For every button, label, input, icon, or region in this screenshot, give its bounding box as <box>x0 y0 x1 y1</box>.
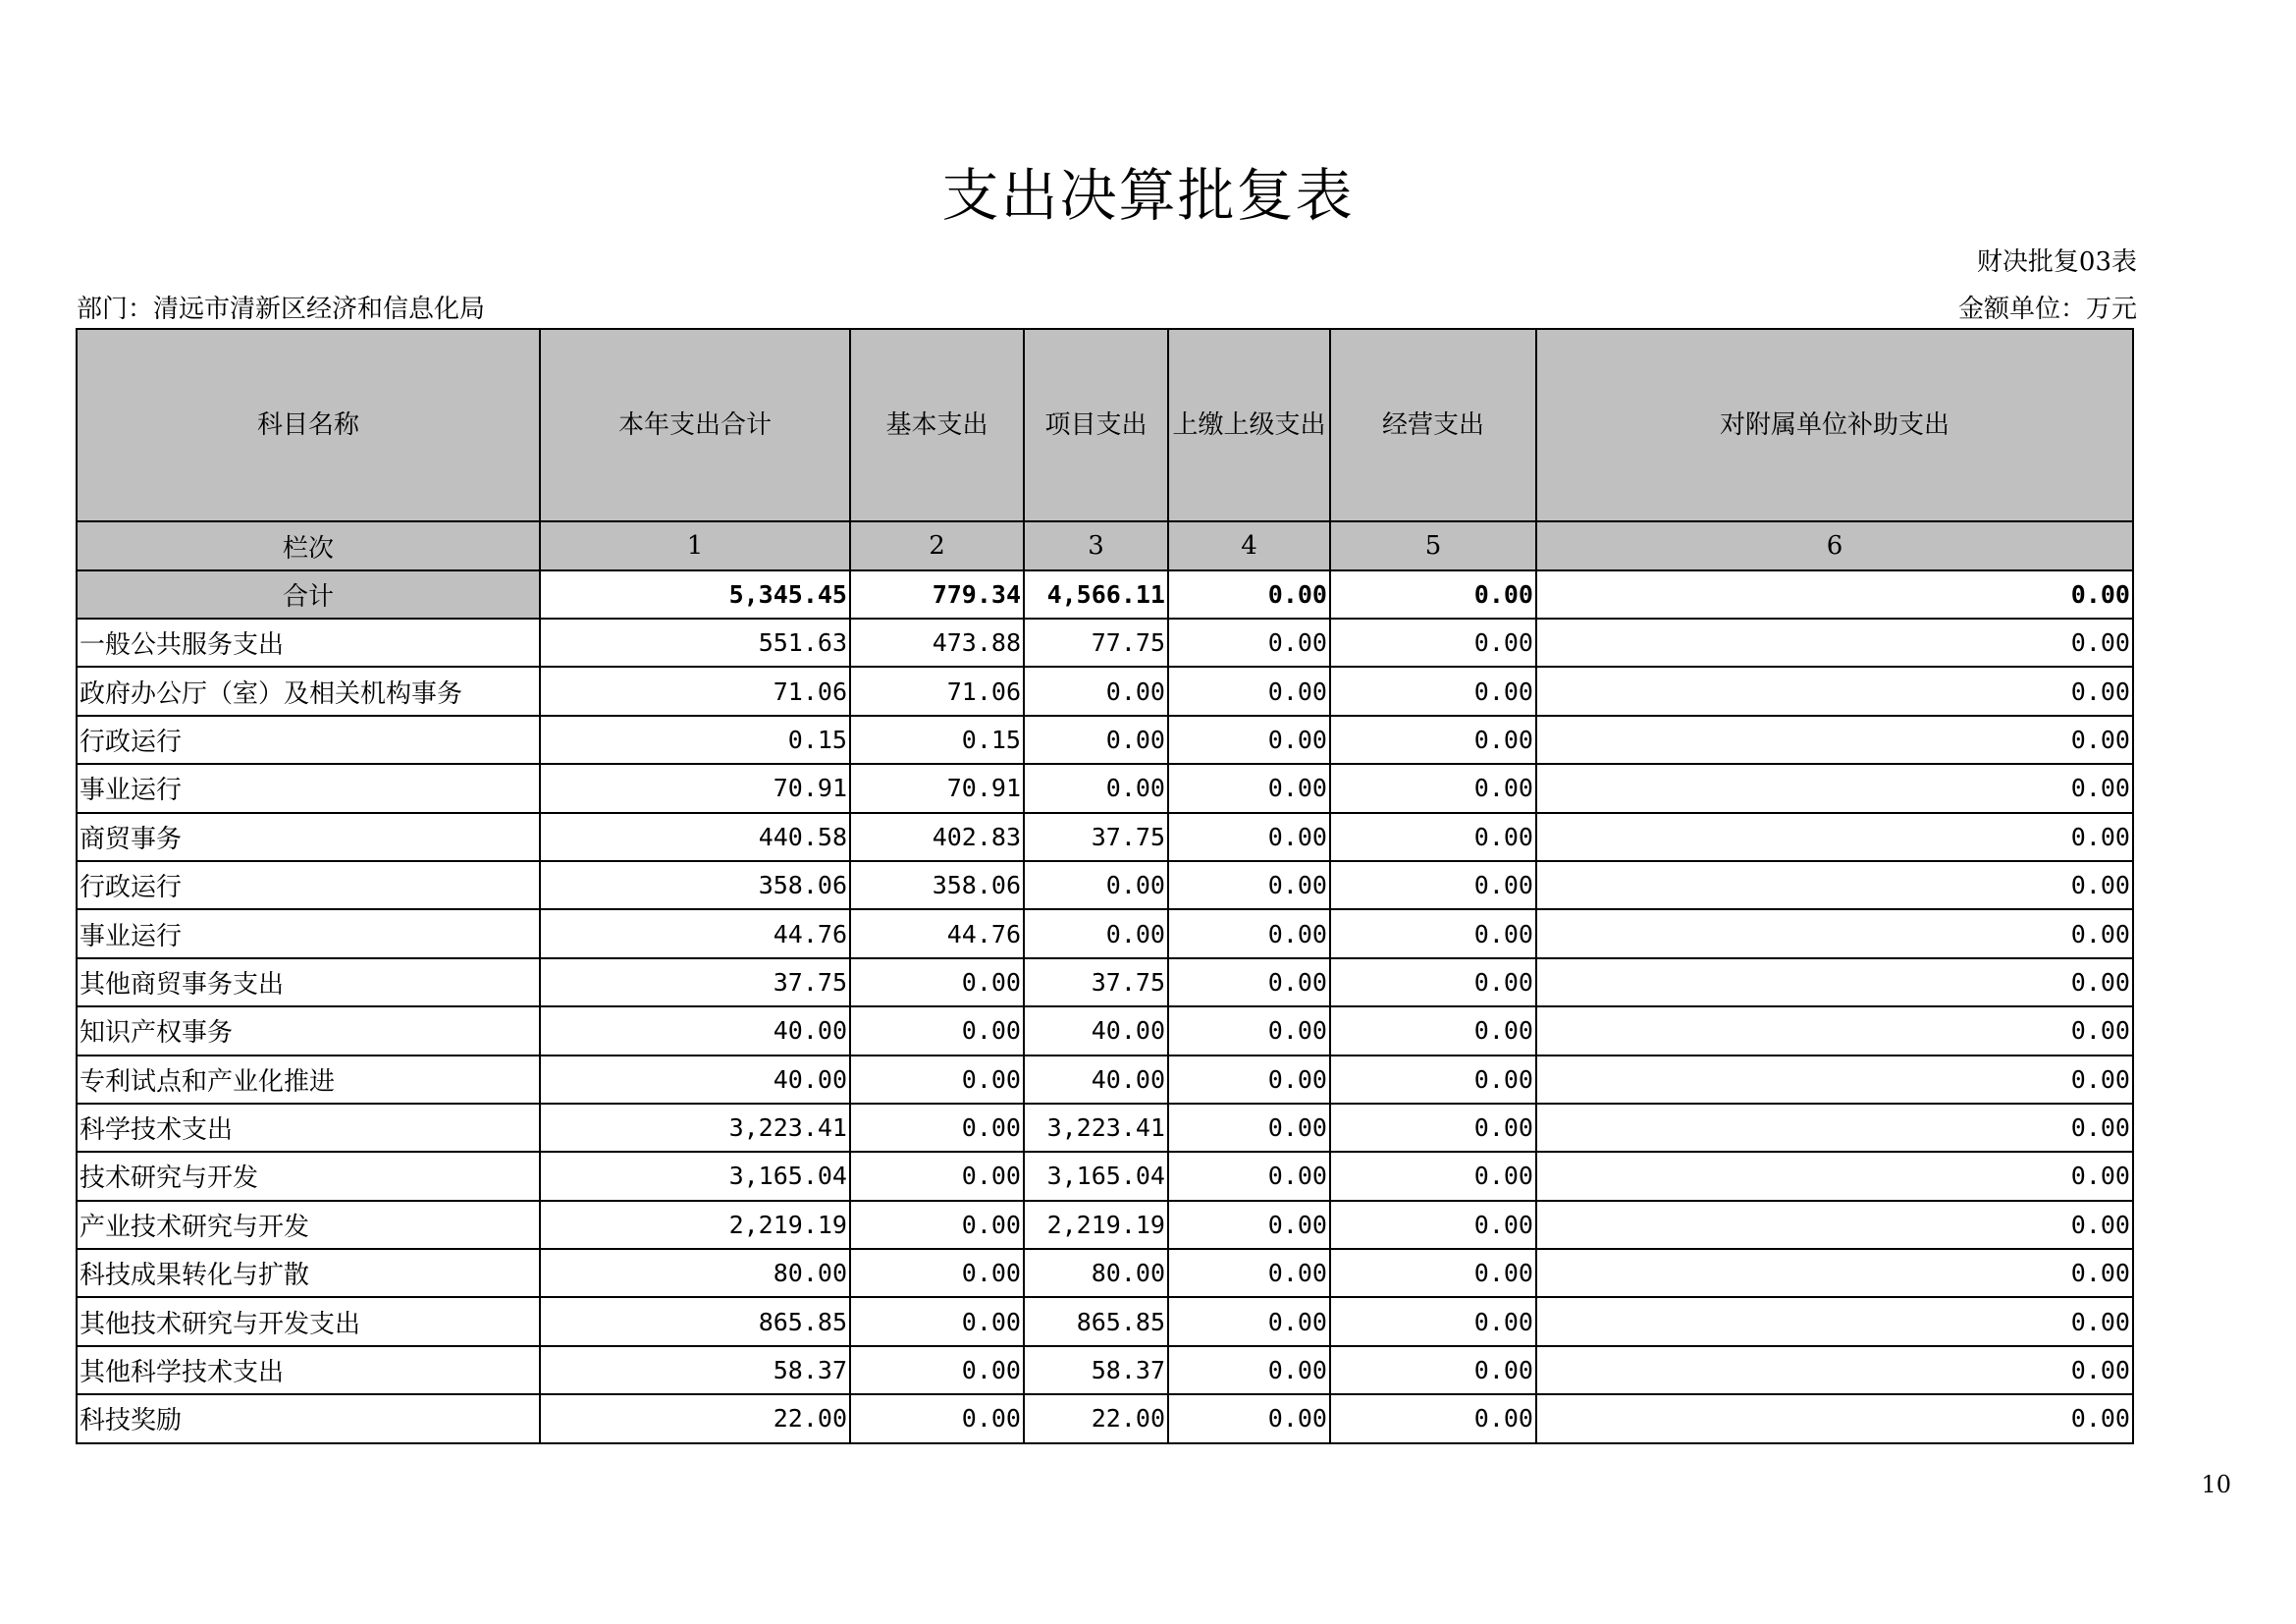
col-header-subsidiary: 对附属单位补助支出 <box>1536 329 2133 521</box>
subject-name-cell: 一般公共服务支出 <box>77 619 540 667</box>
table-row <box>77 764 2133 812</box>
subject-name-cell: 科技成果转化与扩散 <box>77 1249 540 1297</box>
page-title: 支出决算批复表 <box>941 162 1355 229</box>
amount-cell: 0.00 <box>850 1056 1024 1104</box>
amount-cell: 0.00 <box>1168 1152 1330 1200</box>
index-cell: 6 <box>1536 521 2133 570</box>
subject-name-cell: 产业技术研究与开发 <box>77 1201 540 1249</box>
amount-cell: 37.75 <box>1024 958 1168 1006</box>
amount-cell: 0.00 <box>850 1249 1024 1297</box>
col-header-basic: 基本支出 <box>850 329 1024 521</box>
page-number: 10 <box>2201 1471 2231 1498</box>
total-cell: 0.00 <box>1330 570 1536 619</box>
amount-cell: 0.00 <box>850 1346 1024 1394</box>
table-row <box>77 1394 2133 1442</box>
col-header-project: 项目支出 <box>1024 329 1168 521</box>
amount-cell: 0.00 <box>1330 619 1536 667</box>
amount-cell: 44.76 <box>540 909 850 957</box>
amount-cell: 0.00 <box>1536 1006 2133 1055</box>
table-row <box>77 1056 2133 1104</box>
table-row <box>77 1346 2133 1394</box>
amount-cell: 3,223.41 <box>540 1104 850 1152</box>
amount-cell: 58.37 <box>1024 1346 1168 1394</box>
amount-cell: 0.00 <box>850 1104 1024 1152</box>
table-row <box>77 1249 2133 1297</box>
table-row <box>77 958 2133 1006</box>
amount-cell: 0.00 <box>1330 1006 1536 1055</box>
subject-name-cell: 行政运行 <box>77 861 540 909</box>
amount-cell: 0.00 <box>1536 764 2133 812</box>
amount-cell: 0.00 <box>1330 1394 1536 1442</box>
amount-cell: 71.06 <box>850 667 1024 715</box>
amount-cell: 0.00 <box>1168 861 1330 909</box>
index-cell: 3 <box>1024 521 1168 570</box>
amount-cell: 22.00 <box>540 1394 850 1442</box>
amount-cell: 0.00 <box>1536 1056 2133 1104</box>
table-row <box>77 619 2133 667</box>
amount-cell: 0.00 <box>1330 667 1536 715</box>
amount-cell: 0.00 <box>1536 958 2133 1006</box>
amount-cell: 0.00 <box>1536 716 2133 764</box>
amount-cell: 0.00 <box>1536 1152 2133 1200</box>
amount-cell: 0.00 <box>1168 764 1330 812</box>
amount-cell: 3,165.04 <box>1024 1152 1168 1200</box>
amount-cell: 0.00 <box>1330 1104 1536 1152</box>
amount-cell: 77.75 <box>1024 619 1168 667</box>
total-cell: 4,566.11 <box>1024 570 1168 619</box>
department-label: 部门：清远市清新区经济和信息化局 <box>77 295 486 324</box>
amount-cell: 358.06 <box>540 861 850 909</box>
amount-cell: 0.00 <box>1024 667 1168 715</box>
index-cell: 2 <box>850 521 1024 570</box>
amount-cell: 440.58 <box>540 813 850 861</box>
amount-cell: 0.15 <box>850 716 1024 764</box>
amount-cell: 0.00 <box>1168 1104 1330 1152</box>
amount-cell: 0.00 <box>850 958 1024 1006</box>
table-row <box>77 861 2133 909</box>
amount-cell: 0.00 <box>1536 1249 2133 1297</box>
subject-name-cell: 科学技术支出 <box>77 1104 540 1152</box>
amount-cell: 358.06 <box>850 861 1024 909</box>
form-code: 财决批复03表 <box>1976 247 2137 277</box>
amount-cell: 0.00 <box>850 1394 1024 1442</box>
amount-cell: 71.06 <box>540 667 850 715</box>
index-label: 栏次 <box>77 521 540 570</box>
amount-cell: 473.88 <box>850 619 1024 667</box>
total-row <box>77 570 2133 619</box>
subject-name-cell: 行政运行 <box>77 716 540 764</box>
subject-name-cell: 其他技术研究与开发支出 <box>77 1297 540 1345</box>
amount-cell: 0.00 <box>1536 667 2133 715</box>
unit-label: 金额单位：万元 <box>1957 295 2137 324</box>
amount-cell: 0.00 <box>1024 909 1168 957</box>
amount-cell: 3,223.41 <box>1024 1104 1168 1152</box>
amount-cell: 0.00 <box>850 1152 1024 1200</box>
amount-cell: 37.75 <box>1024 813 1168 861</box>
amount-cell: 0.00 <box>1330 1201 1536 1249</box>
subject-name-cell: 知识产权事务 <box>77 1006 540 1055</box>
amount-cell: 0.00 <box>1536 909 2133 957</box>
total-cell: 779.34 <box>850 570 1024 619</box>
amount-cell: 0.00 <box>1168 958 1330 1006</box>
amount-cell: 0.00 <box>1330 1249 1536 1297</box>
total-cell: 5,345.45 <box>540 570 850 619</box>
amount-cell: 0.00 <box>1024 716 1168 764</box>
col-header-operating: 经营支出 <box>1330 329 1536 521</box>
index-cell: 5 <box>1330 521 1536 570</box>
amount-cell: 40.00 <box>540 1006 850 1055</box>
index-cell: 1 <box>540 521 850 570</box>
amount-cell: 865.85 <box>540 1297 850 1345</box>
amount-cell: 0.00 <box>1168 1056 1330 1104</box>
amount-cell: 0.15 <box>540 716 850 764</box>
amount-cell: 0.00 <box>1330 764 1536 812</box>
amount-cell: 58.37 <box>540 1346 850 1394</box>
amount-cell: 0.00 <box>1168 1297 1330 1345</box>
amount-cell: 70.91 <box>850 764 1024 812</box>
amount-cell: 0.00 <box>1536 1104 2133 1152</box>
amount-cell: 0.00 <box>1024 861 1168 909</box>
amount-cell: 0.00 <box>1330 909 1536 957</box>
amount-cell: 0.00 <box>1168 1006 1330 1055</box>
amount-cell: 0.00 <box>1330 813 1536 861</box>
amount-cell: 2,219.19 <box>540 1201 850 1249</box>
amount-cell: 0.00 <box>1168 1249 1330 1297</box>
table-row <box>77 1104 2133 1152</box>
col-header-subject: 科目名称 <box>77 329 540 521</box>
amount-cell: 865.85 <box>1024 1297 1168 1345</box>
total-cell: 0.00 <box>1168 570 1330 619</box>
amount-cell: 44.76 <box>850 909 1024 957</box>
total-cell: 0.00 <box>1536 570 2133 619</box>
amount-cell: 0.00 <box>1168 716 1330 764</box>
amount-cell: 0.00 <box>1330 1346 1536 1394</box>
amount-cell: 0.00 <box>1536 861 2133 909</box>
amount-cell: 0.00 <box>1536 1346 2133 1394</box>
subject-name-cell: 科技奖励 <box>77 1394 540 1442</box>
amount-cell: 0.00 <box>1536 1201 2133 1249</box>
amount-cell: 0.00 <box>1168 813 1330 861</box>
amount-cell: 40.00 <box>1024 1006 1168 1055</box>
amount-cell: 0.00 <box>850 1201 1024 1249</box>
table-row <box>77 1006 2133 1055</box>
index-row <box>77 521 2133 570</box>
amount-cell: 37.75 <box>540 958 850 1006</box>
amount-cell: 551.63 <box>540 619 850 667</box>
amount-cell: 0.00 <box>1330 716 1536 764</box>
table-row <box>77 1152 2133 1200</box>
col-header-remit-upper: 上缴上级支出 <box>1168 329 1330 521</box>
subject-name-cell: 技术研究与开发 <box>77 1152 540 1200</box>
amount-cell: 0.00 <box>1168 1201 1330 1249</box>
amount-cell: 0.00 <box>1536 813 2133 861</box>
amount-cell: 0.00 <box>1168 619 1330 667</box>
amount-cell: 0.00 <box>1168 1394 1330 1442</box>
total-label: 合计 <box>77 570 540 619</box>
col-header-total: 本年支出合计 <box>540 329 850 521</box>
amount-cell: 0.00 <box>1536 619 2133 667</box>
table-row <box>77 813 2133 861</box>
amount-cell: 80.00 <box>1024 1249 1168 1297</box>
table-row <box>77 667 2133 715</box>
header-row <box>77 329 2133 521</box>
expenditure-table <box>76 328 2134 1444</box>
subject-name-cell: 其他科学技术支出 <box>77 1346 540 1394</box>
amount-cell: 0.00 <box>1330 861 1536 909</box>
index-cell: 4 <box>1168 521 1330 570</box>
table-row <box>77 1201 2133 1249</box>
amount-cell: 40.00 <box>1024 1056 1168 1104</box>
subject-name-cell: 专利试点和产业化推进 <box>77 1056 540 1104</box>
amount-cell: 40.00 <box>540 1056 850 1104</box>
subject-name-cell: 政府办公厅（室）及相关机构事务 <box>77 667 540 715</box>
table-row <box>77 909 2133 957</box>
amount-cell: 402.83 <box>850 813 1024 861</box>
amount-cell: 0.00 <box>1168 1346 1330 1394</box>
amount-cell: 0.00 <box>1168 667 1330 715</box>
amount-cell: 0.00 <box>1168 909 1330 957</box>
amount-cell: 70.91 <box>540 764 850 812</box>
amount-cell: 0.00 <box>1536 1297 2133 1345</box>
amount-cell: 3,165.04 <box>540 1152 850 1200</box>
amount-cell: 80.00 <box>540 1249 850 1297</box>
amount-cell: 0.00 <box>850 1297 1024 1345</box>
amount-cell: 0.00 <box>1330 1056 1536 1104</box>
subject-name-cell: 事业运行 <box>77 909 540 957</box>
amount-cell: 0.00 <box>1330 958 1536 1006</box>
table-row <box>77 716 2133 764</box>
amount-cell: 0.00 <box>1536 1394 2133 1442</box>
subject-name-cell: 事业运行 <box>77 764 540 812</box>
amount-cell: 22.00 <box>1024 1394 1168 1442</box>
subject-name-cell: 商贸事务 <box>77 813 540 861</box>
amount-cell: 2,219.19 <box>1024 1201 1168 1249</box>
table-row <box>77 1297 2133 1345</box>
amount-cell: 0.00 <box>1330 1152 1536 1200</box>
amount-cell: 0.00 <box>1024 764 1168 812</box>
subject-name-cell: 其他商贸事务支出 <box>77 958 540 1006</box>
amount-cell: 0.00 <box>1330 1297 1536 1345</box>
amount-cell: 0.00 <box>850 1006 1024 1055</box>
